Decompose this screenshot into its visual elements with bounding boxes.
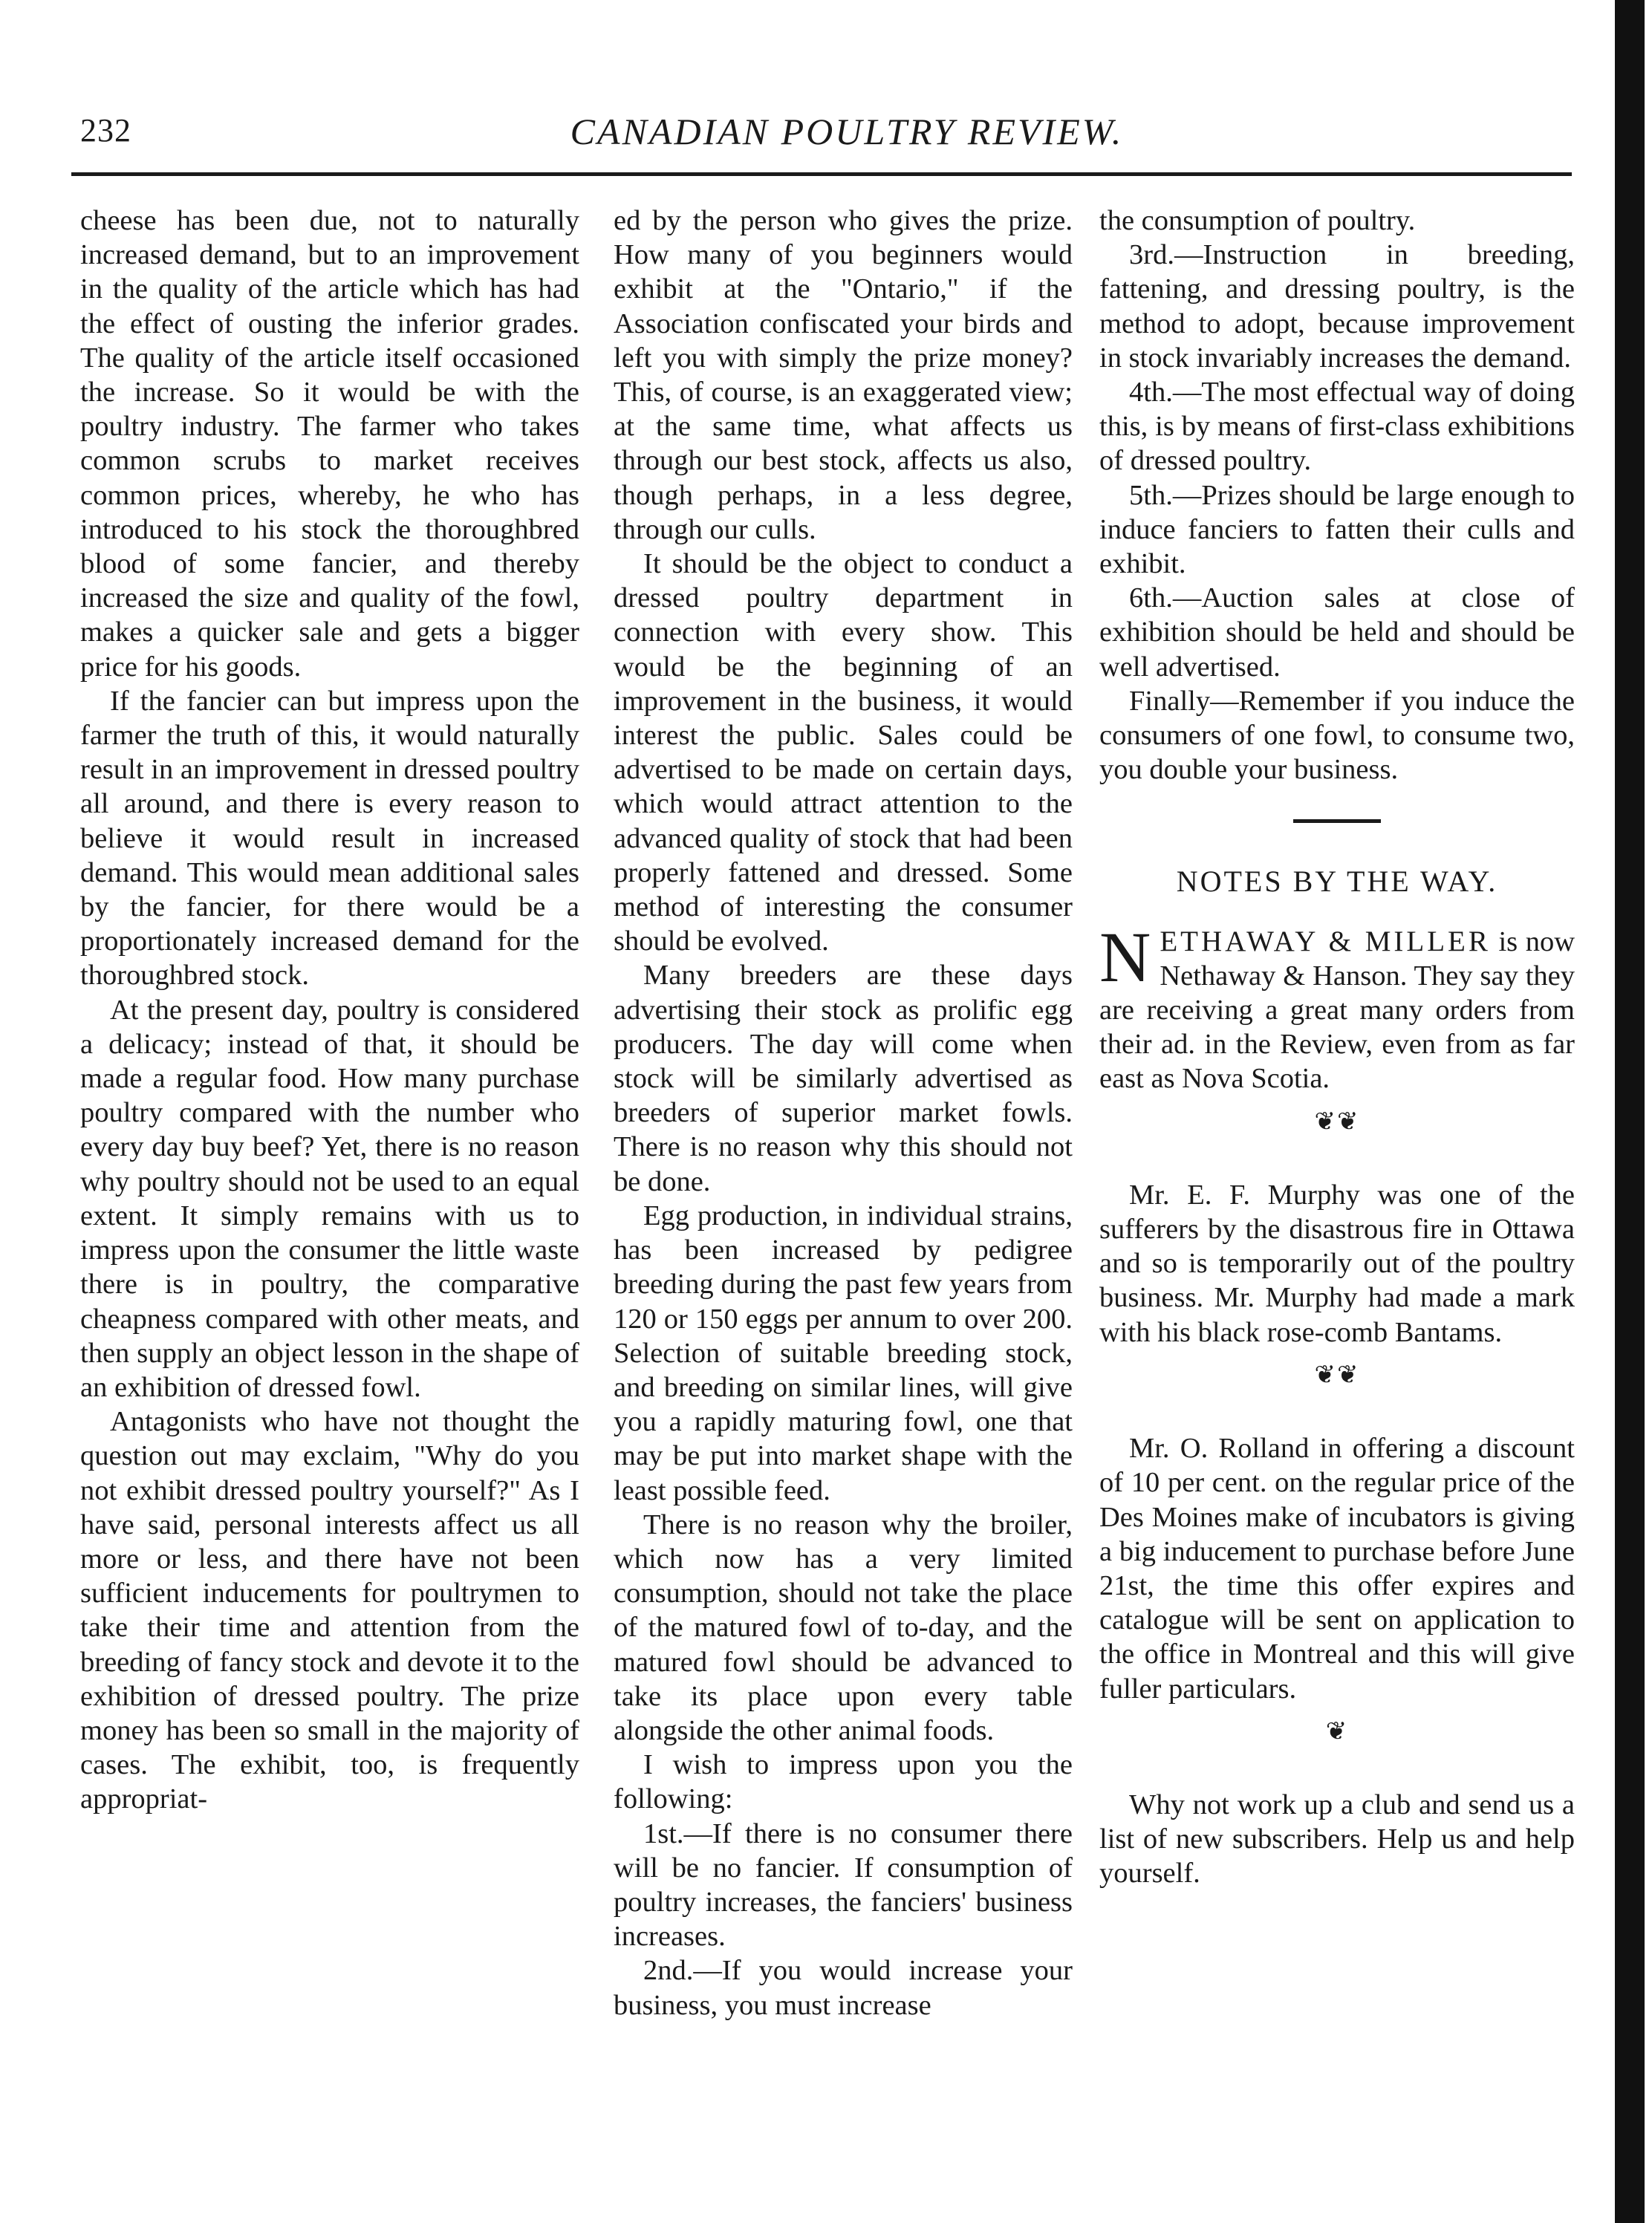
paragraph: ed by the person who gives the prize. How many of you beginners would exhibit at the "Ontario," if the Association confiscated your birds and left you with simply the prize money? This, of course, is an exaggerated view; at the same time, what affects us through our best stock, affects us also, though perhaps, in a less degree, through our culls. — [614, 205, 1073, 545]
paragraph: 3rd.—Instruction in breeding, fattening, and dressing poultry, is the method to adopt, because improvement in stock invariably increases the demand. — [1099, 239, 1575, 374]
paragraph: 6th.—Auction sales at close of exhibition should be held and should be well advertised. — [1099, 582, 1575, 683]
paragraph: Many breeders are these days advertising their stock as prolific egg producers. The day will come when stock will be similarly advertised as breeders of superior market fowls. There is no reason why this should not be done. — [614, 960, 1073, 1197]
note-paragraph: Mr. E. F. Murphy was one of the sufferers by the disastrous fire in Ottawa and so is temporarily out of the poultry business. Mr. Murphy had made a mark with his black rose-comb Bantams. — [1099, 1179, 1575, 1348]
column-1 — [80, 204, 579, 1817]
paragraph: the consumption of poultry. — [1099, 205, 1416, 236]
section-title: NOTES BY THE WAY. — [1176, 865, 1498, 899]
paragraph: There is no reason why the broiler, which now has a very limited consumption, should not take the place of the matured fowl of to-day, and the matured fowl should be advanced to take its place upon every table alongside the other animal foods. — [614, 1508, 1073, 1746]
section-divider — [1293, 819, 1381, 823]
drop-cap: N — [1099, 917, 1151, 997]
fleuron-ornament: ❦ — [1325, 1717, 1349, 1745]
note-paragraph: Mr. O. Rolland in offering a discount of 10 per cent. on the regular price of the Des Moines make of incubators is giving a big inducement to purchase before June 21st, the time this offer expires and catalogue will be sent on application to the office in Montreal and this will give fuller particulars. — [1099, 1433, 1575, 1705]
running-head: CANADIAN POULTRY REVIEW. — [570, 111, 1124, 152]
paragraph: Finally—Remember if you induce the consumers of one fowl, to consume two, you double your business. — [1099, 685, 1575, 786]
paragraph: If the fancier can but impress upon the farmer the truth of this, it would naturally result in an improvement in dressed poultry all around, and there is every reason to believe it would result in increased demand. This would mean additional sales by the fancier, for there would be a proportionately increased demand for the thoroughbred stock. — [80, 685, 579, 992]
column-3 — [1099, 204, 1575, 1891]
paragraph: 5th.—Prizes should be large enough to induce fanciers to fatten their culls and exhibit. — [1099, 479, 1575, 580]
scan-edge-bar — [1615, 0, 1645, 2223]
paragraph: At the present day, poultry is considered a delicacy; instead of that, it should be made a regular food. How many purchase poultry compared with the number who every day buy beef? Yet, there is no reason why poultry should not be used to an equal extent. It simply remains with us to impress upon the consumer the little waste there is in poultry, the comparative cheapness compared with other meats, and then supply an object lesson in the shape of an exhibition of dressed fowl. — [80, 994, 579, 1403]
page-number: 232 — [80, 112, 131, 149]
paragraph: It should be the object to conduct a dressed poultry department in connection with every show. This would be the beginning of an improvement in the business, it would interest the public. Sales could be advertised to be made on certain days, which would attract attention to the advanced quality of stock that had been properly fattened and dressed. Some method of interesting the consumer should be evolved. — [614, 548, 1073, 957]
paragraph: I wish to impress upon you the following: — [614, 1749, 1073, 1815]
paragraph: 4th.—The most effectual way of doing this, is by means of first-class exhibitions of dressed poultry. — [1099, 377, 1575, 477]
column-2 — [614, 204, 1073, 2022]
note-text: is now Nethaway & Hanson. They say they are receiving a great many orders from their ad. in the Review, even from as far east as Nova Scotia. — [1099, 925, 1575, 1095]
note-paragraph — [1099, 917, 1575, 1096]
paragraph: Egg production, in individual strains, has been increased by pedigree breeding during the past few years from 120 or 150 eggs per annum to over 200. Selection of suitable breeding stock, and breeding on similar lines, will give you a rapidly maturing fowl, one that may be put into market shape with the least possible feed. — [614, 1200, 1073, 1506]
note-lead-caps: ETHAWAY & MILLER — [1160, 925, 1491, 957]
paragraph: cheese has been due, not to naturally increased demand, but to an improvement in the quality of the article which has had the effect of ousting the inferior grades. The quality of the article itself occasioned the increase. So it would be with the poultry industry. The farmer who takes common scrubs to market receives common prices, whereby, he who has introduced to his stock the thoroughbred blood of some fancier, and thereby increased the size and quality of the fowl, makes a quicker sale and gets a bigger price for his goods. — [80, 205, 579, 683]
paragraph: 1st.—If there is no consumer there will be no fancier. If consumption of poultry increases, the fanciers' business increases. — [614, 1817, 1073, 1953]
fleuron-ornament: ❦❦ — [1314, 1107, 1360, 1136]
note-paragraph: Why not work up a club and send us a list of new subscribers. Help us and help yourself. — [1099, 1789, 1575, 1890]
header-rule — [71, 172, 1572, 176]
paragraph: Antagonists who have not thought the question out may exclaim, "Why do you not exhibit dressed poultry yourself?" As I have said, personal interests affect us all more or less, and there have not been sufficient inducements for poultrymen to take their time and attention from the breeding of fancy stock and devote it to the exhibition of dressed poultry. The prize money has been so small in the majority of cases. The exhibit, too, is frequently appropriat- — [80, 1406, 579, 1815]
fleuron-ornament: ❦❦ — [1314, 1361, 1360, 1389]
paragraph: 2nd.—If you would increase your business, you must increase — [614, 1955, 1073, 2021]
